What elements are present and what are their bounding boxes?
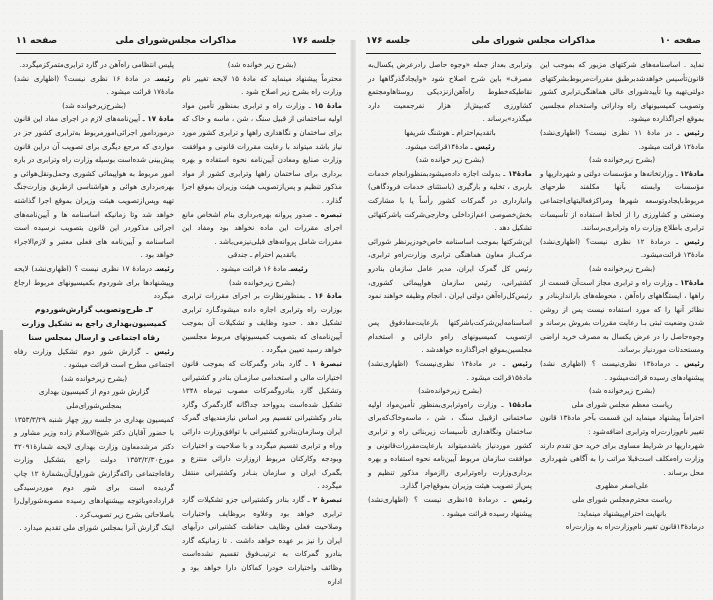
paragraph-text: باتقدیم احترام ـ جندقی <box>227 250 297 260</box>
article-paragraph <box>368 493 532 520</box>
paragraph-text: درمادهٔ۱۳قانون تغییر نام‌وزارت‌راه به وزارت‌راه <box>565 522 704 532</box>
paragraph-text: ـ گزارش شور دوم تشکیل وزارت رفاه اجتماعی مطرح است قرائت میشود . <box>14 346 174 370</box>
page-number: صفحه ۱۰ <box>659 36 701 46</box>
paragraph-text: ـ گارد بنادر وگمرکات که بموجب قانون اختیارات مالی و استخدامی سازمـان بنادر و کشتیرانی وتشکیل گارد بنادروگمرکات مصوب تیرماه ۱۳۴۸ تشکیل شده‌است بدوواحد جداگانه گاردگمرک وگارد بنادر وکشتیرانی تقسیم وبر اساس نیازمندیهای گمرک ایران وسازمان‌بنادرو کشتیرانی با توافق‌وزارت دارائی وراه و ترابری تقسیم میگردد و با صلاحیت و اختیارات وبودجه وکارکنان مربوط ازوزارت دارائی منتزع و بگمرک ایران و سازمان بنـادر وکشتیرانی منتقل میگردد . <box>182 359 342 491</box>
paragraph-lead: مادهٔ ۱۶ <box>314 291 342 301</box>
column-right <box>182 58 342 588</box>
paragraph-lead: مادهٔ۱۴ <box>508 168 532 178</box>
paragraph-lead: رئیس <box>474 141 495 151</box>
paragraph-lead: رئیس <box>512 359 532 369</box>
paragraph-text: ریاست معظم مجلس شورای ملی <box>571 399 673 409</box>
signature <box>182 248 342 262</box>
page-11 <box>0 0 352 600</box>
paragraph-text: (بشرح زیرخوانده شد) <box>228 277 296 287</box>
paragraph-text: ـ وزارت راه‌وترابری‌بمنظور تأمین‌مواد اولیه ساختمانی ازقبیل سنگ ، شن ، ماسه‌وخاک‌که‌برای ساختمان ونگاهداری تأسیسات زیربنائی راه و ترابری کشور موردنیاز باشدمیتواند بارعایت‌مقررات‌قانونی و موافقت سازمان مربوط آیین‌نامه نحوه استفاده و بهره برداری‌وزارت راه‌وترابری راازمواد مذکور تنظیم و پس‌از تصویب هیئت وزیران بموقع‌اجرا گذارد. <box>368 399 532 491</box>
paragraph-text: (بشرح زیرخوانده شد) <box>588 386 656 396</box>
paragraph <box>540 507 704 521</box>
paragraph-text: ـ گارد بنادر وکشتیرانی جزو تشکیلات گارد ترابری خواهد بود وعلاوه بروظایف واختیارات وصلاحیت فعلی وظایف حفاظت کشتیرانی درآبهای ایران را نیز بر عهده خواهد داشت . تا زمانیکه گارد بنادرو گمرکات به ترتیب‌فوق تقسیم نشده‌است وظائف واختیارات خودرا کماکان دارا خواهد بود و اداره <box>182 495 342 586</box>
page-10 <box>356 0 713 600</box>
article-paragraph <box>14 72 174 99</box>
article-paragraph <box>368 398 532 493</box>
article-paragraph <box>540 276 704 358</box>
article-paragraph <box>182 357 342 493</box>
article-paragraph <box>540 235 704 262</box>
paragraph <box>540 398 704 412</box>
column-left <box>368 58 532 520</box>
signature <box>540 479 704 493</box>
paragraph-lead: رئیس <box>512 495 532 504</box>
paragraph-lead: مادهٔ ۱۷ <box>147 114 174 124</box>
page-number: صفحه ۱۱ <box>16 36 58 46</box>
article-paragraph <box>540 126 704 153</box>
paragraph <box>14 385 174 399</box>
article-paragraph <box>368 167 532 235</box>
paragraph-text: گزارش شور دوم از کمیسیون بهداری <box>38 387 150 397</box>
paragraph-text: محترماً پیشنهاد مینماید که مادهٔ ۱۵ لایحه تغییر نام وزارت راه بشرح زیر اصلاح شود . <box>182 73 342 97</box>
paragraph <box>14 399 174 413</box>
paragraph-text: ـ در مادهٔ ۱۶ نظری نیست؟ (اظهاری نشد) مادهٔ۱۷ قرائت میشود . <box>14 73 174 97</box>
paragraph-lead: مادهٔ۱۳ <box>680 277 704 287</box>
paragraph-lead: تبصره <box>320 209 342 219</box>
paragraph-text: کمیسیون بهداری در جلسه روز چهار شنبه ۱۳۵۳/۳/۲۹ با حضور آقایان دکتر شیخ‌الاسلام زاده وزیر مشاور و دکتر مرشدمعاون وزارت بهداری لایحه شمارهٔ۴۲۰۹۱ مورخ۱۳۵۳/۲/۳۰ دولت راجع بتشکیل وزارت رفاه‌اجتماعی راکه‌گزارش شوراول‌آن‌بشمارهٔ ۱۲ چاپ گردیده است برای شور دوم موردرسیدگی قرارداده‌وباتوجه بپیشنهادهای رسیده مصوبه‌شوراول‌را باصلاحاتی بشرح زیر تصویب‌کرد . <box>14 414 174 519</box>
paragraph-text: ـ مادهٔ۱۴قرائت میشود. <box>405 141 475 151</box>
paragraph <box>14 413 174 522</box>
paragraph-text: اساسنامه‌این‌شرکت‌باشرکتها بارعایت‌مفادفوق پس ازتصویب کمیسیونهای راه‌و دارائی و استخدام مجلسین‌بموقع اجراگذارده خواهدشد . <box>368 318 532 355</box>
article-paragraph <box>540 167 704 235</box>
paragraph-text: احتراماً پیشنهاد مینماید این قسمت بآخر مادهٔ۱۳ قانون تغییر نام‌وزارت‌راه وترابری اضافه‌شود : <box>540 413 704 437</box>
paragraph <box>540 384 704 398</box>
paragraph <box>368 316 532 357</box>
paragraph <box>540 262 704 276</box>
paragraph-text: ـ در مادهٔ ۱۱ نظری نیست؟ (اظهاری‌نشد) مادهٔ۱۲ قرائت میشود. <box>540 127 704 151</box>
paragraph <box>540 58 704 126</box>
signature <box>368 126 532 140</box>
paragraph-text: ۳ـ طرح‌وتصویب گزارش‌شوردوم کمیسیون‌بهداری راجع به تشکیل وزارت رفاه اجتماعی و ارسال بمجلس سنا <box>21 304 167 342</box>
paragraph-lead: مادهٔ ۱۵ <box>314 100 342 110</box>
paragraph-text: ـ صدور پروانه بهره‌برداری بنام اشخاص مانع اجرای مقررات این ماده نخواهد بود ومفاد این مقررات شامل پروانه‌های قبلی‌نیزمی‌باشد . <box>182 209 342 246</box>
article-paragraph <box>182 99 342 208</box>
paragraph-text: اینک گزارش آنرا بمجلس شورای ملی تقدیم میدارد . <box>19 523 174 533</box>
paragraph-text: باتقدیم‌احترام ـ هوشنگ شریفها <box>404 127 496 137</box>
paragraph-text: ـ در مادهٔ۱۴ نظری‌نیست؟ (اظهاری‌نشد) مادهٔ۱۵قرائت میشود . <box>368 359 532 382</box>
paragraph-lead: رئیس <box>290 263 308 273</box>
paragraph <box>540 493 704 507</box>
paragraph-lead: رئیس <box>684 127 704 137</box>
paragraph <box>368 58 532 126</box>
paragraph-lead: مادهٔ۱۲ <box>680 168 704 178</box>
paragraph <box>540 411 704 438</box>
paragraph-text: (بشرح زیرخوانده شد) <box>588 263 656 273</box>
page-header <box>366 36 701 52</box>
paragraph <box>540 153 704 167</box>
paragraph-text: نماید . اساسنامه‌های شرکتهای مزبور که بموجب این قانون‌تأسیس خواهدشدبرطبق مقررات‌مربوط‌بشرکتهای دولتی‌تهیه وبا تأییدشورای عالی هماهنگی‌ترابری کشور وتصویب کمیسیونهای راه وداراتی واستخدام مجلسین بموقع اجراگذارده میشود. <box>540 60 704 124</box>
paragraph <box>368 153 532 167</box>
paragraph-text: ـ بمنظورنظارت بر اجرای مقررات ترابری بوزارت راه وترابری اجازه داده میشودگـارد ترابری تشکیل دهد . حدود وظایف و تشکیلات آن بموجب آیین‌نامه‌ای که بتصویب کمیسیونهای مربوط مجلسین خواهد رسید تعیین میگردد . <box>182 291 342 355</box>
header-rule <box>16 53 336 55</box>
paragraph-text: ـ درمادهٔ ۱۵نظری نیست ؟ (اظهاری‌نشد) پیشنهاد رسیده قرائت میشود . <box>368 495 532 518</box>
paragraph-text: ـ درمادهٔ ۱۲ نظری نیست؟ (اظهاری‌نشد) مادهٔ۱۳ قرائت‌میشود. <box>540 236 704 260</box>
column-left <box>14 58 174 535</box>
paragraph-text: ـ درمادهٔ۱۳ نظری‌نیست ؟ (اظهاری نشد) پیشنهادهای رسیده قرائت‌میشود . <box>540 359 704 382</box>
paragraph-text: وترابری بعداز جمله «وجوه حاصل رادرعرض یکسال‌به مصرف» باین شرح اصلاح شود «وایجادگذرگاهها در نقاطیکه‌خطوط راه‌آهن‌ازنزدیکی روستاهاومجتمع کشاورزی که‌بیش‌از هزار نفرجمعیت دارد میگذرد»برساند . <box>368 60 532 124</box>
paragraph-text: ـ وزارتخانه‌ها و مؤسسات دولتی و شهرداریها و مؤسسات وابسته بآنها مکلفند طرحهای مربوط‌بایجادوتوسعه شهرها ومراکزفعالیتهای‌اجتماعی وصنعتی و کشاورزی را از لحاظ استفاده از تأسیسات ترابری باطلاع وزارت راه وترابری‌برسانند. <box>540 168 704 233</box>
paragraph-text: ـ درمادهٔ ۱۷ نظری نیست ؟ (اظهاری‌نشد) لایحه وپیشنهادها برای شوردوم بکمیسیونهای مربوط ارجاع میگردد <box>14 263 174 301</box>
paragraph-text: (بشرح زیر خوانده شد) <box>415 155 485 165</box>
paragraph <box>14 521 174 535</box>
paragraph-text: ـ مادهٔ ۱۶ قرائت میشود . <box>216 263 291 273</box>
paragraph <box>540 439 704 480</box>
paragraph <box>14 99 174 113</box>
paragraph <box>14 372 174 386</box>
paragraph-lead: تبصرهٔ ۲ <box>312 495 342 504</box>
article-paragraph <box>540 357 704 384</box>
paragraph-text: (بشرح زیر خوانده شد) <box>227 60 297 69</box>
paragraph-lead: رئیس <box>154 346 174 356</box>
paragraph <box>182 276 342 290</box>
paragraph-text: ـ وزارت راه و ترابری مجاز است‌آن قسمت از راهها ، ایستگاههای راه‌آهن ، محوطه‌های باراندازبنادر و نظائر آنها را که مورد استفاده نیست پس از روشن شدن وضعیت ثبتی بـا رعایت مقررات بفروش برساند و وجوه‌حاصل را در عرض یکسال به مصرف خرید اراضی ومستحدثات موردنیاز برساند. <box>540 277 704 355</box>
article-paragraph <box>14 345 174 372</box>
paragraph-text: ـ آیین‌نامه‌های لازم در اجرای مفاد این قانون درموردامور اجرائی‌امورمربوط به‌ترابری کشور جز در مواردی که مرجع دیگری برای تصویب آن دراین قانون پیش‌بینی شده‌است بوسیله وزارت راه وترابری در باره امور مربوط به هواپیمائی کشوری وحمل‌ونقل‌هوائی و بهره‌برداری هوائی و هواشناسی ازطریق وزارت‌جنگ تهیه وپس‌ازتصویب هیئت وزیران بموقع اجرا گذاشته خواهد شد وتا زمانیکه اساسنامه ها و آیین‌نامه‌های اجرائی مذکوردر این قانون بتصویب نرسیده است اساسنامه و آیین‌نامه های فعلی معتبر و لازم‌الاجراء خواهد بود . <box>14 114 174 260</box>
paragraph-lead: رئیس <box>156 263 174 273</box>
paragraph <box>182 72 342 99</box>
article-paragraph <box>182 262 342 276</box>
page-header <box>16 36 336 52</box>
article-paragraph <box>182 208 342 249</box>
paragraph-lead: رئیس <box>684 359 704 369</box>
paragraph-text: بانهایت احترام‌پیشنهاد مینماید: <box>577 508 667 518</box>
article-paragraph <box>14 112 174 262</box>
session-number: جلسه ۱۷۶ <box>366 36 411 46</box>
article-paragraph <box>368 140 532 154</box>
article-paragraph <box>182 289 342 357</box>
paragraph <box>14 58 174 72</box>
article-paragraph <box>14 262 174 303</box>
paragraph-text: (بشرح زیرخوانده شد) <box>60 373 128 383</box>
paragraph-lead: رئیس <box>156 73 174 83</box>
paragraph-text: پلیس انتظامی راه‌آهن در گارد ترابری‌متمرکزمیگردد. <box>19 60 174 69</box>
paragraph <box>540 520 704 534</box>
paragraph-text: (بشرح زیرخوانده‌شد) <box>418 386 482 396</box>
paragraph-text: (بشرح زیرخوانده شد) <box>588 155 656 165</box>
article-paragraph <box>368 357 532 384</box>
paragraph-text: ـ بدولت اجازه داده‌میشودبمنظورانجام خدمات باربری ، تخلیه و بارگیری (باستثنای خدمات فرودگاهی) وانبارداری در گمرکات کشور رأساً یا با مشارکت بخش‌خصوصی اعم‌ازداخلی وخارجی‌شرکت یاشرکتهائی تشکیل دهد . <box>368 168 532 233</box>
paragraph-lead: تبصرهٔ ۱ <box>311 359 342 369</box>
paragraph <box>368 384 532 398</box>
article-paragraph <box>182 493 342 588</box>
session-number: جلسه ۱۷۶ <box>291 36 336 46</box>
header-rule <box>366 53 701 55</box>
section-heading <box>14 303 174 345</box>
paragraph-lead: رئیس <box>684 236 704 246</box>
paragraph-lead: مادهٔ۱۵ <box>508 399 532 409</box>
paragraph-text: شهرداریها در شرایط مساوی برای خرید حق تقدم دارند وزارت راه‌مکلف است‌قبلا مراتب را به آگاهی شهرداری محل برساند . <box>540 440 704 477</box>
column-right <box>540 58 704 534</box>
running-title: مذاکرات مجلس‌شورای ملی <box>115 36 237 46</box>
running-title: مذاکرات مجلس شورای ملی <box>471 36 596 46</box>
paragraph-text: ریاست محترم‌مجلس شورای ملی <box>572 495 672 504</box>
paragraph-text: بمجلس‌شورای‌ملی <box>66 401 122 411</box>
paragraph-text: علی‌اصغر مظهری <box>595 481 649 491</box>
paragraph <box>182 58 342 72</box>
paragraph-text: ـ وزارت راه و ترابری بمنظور تأمین مواد اولیه ساختمانی از قبیل سنگ ، شن ، ماسه و خاک که برای ساختمان و نگاهداری راهها و ترابری کشور مورد نیاز باشد میتواند با رعایت مقررات قانونی و موافقت وزارت صنایع ومعادن آیین‌نامه نحوه استفاده و بهره برداری برای ساختمان راهها وترابری کشور از مواد مذکور تنظیم و پس‌ازتصویب هیئت وزیران بموقع اجرا گذارد . <box>182 100 342 205</box>
paragraph-text: (بشرح‌زیرخوانده شد) <box>62 100 126 110</box>
paragraph-text: این‌شرکتها بموجب اساسنامه خاص‌خودزیرنظر شورائی مرکب‌از معاون هماهنگی ترابری وزارت‌راه‌و ترابری، رئیس کل گمرک ایران، مدیر عامل سازمان بنادرو کشتیرانی، رئیس سازمان هواپیمائی کشوری، رئیس‌کل‌راه‌آهن دولتی ایران ، انجام وظیفه خواهند نمود . <box>368 236 532 314</box>
paragraph <box>368 235 532 317</box>
